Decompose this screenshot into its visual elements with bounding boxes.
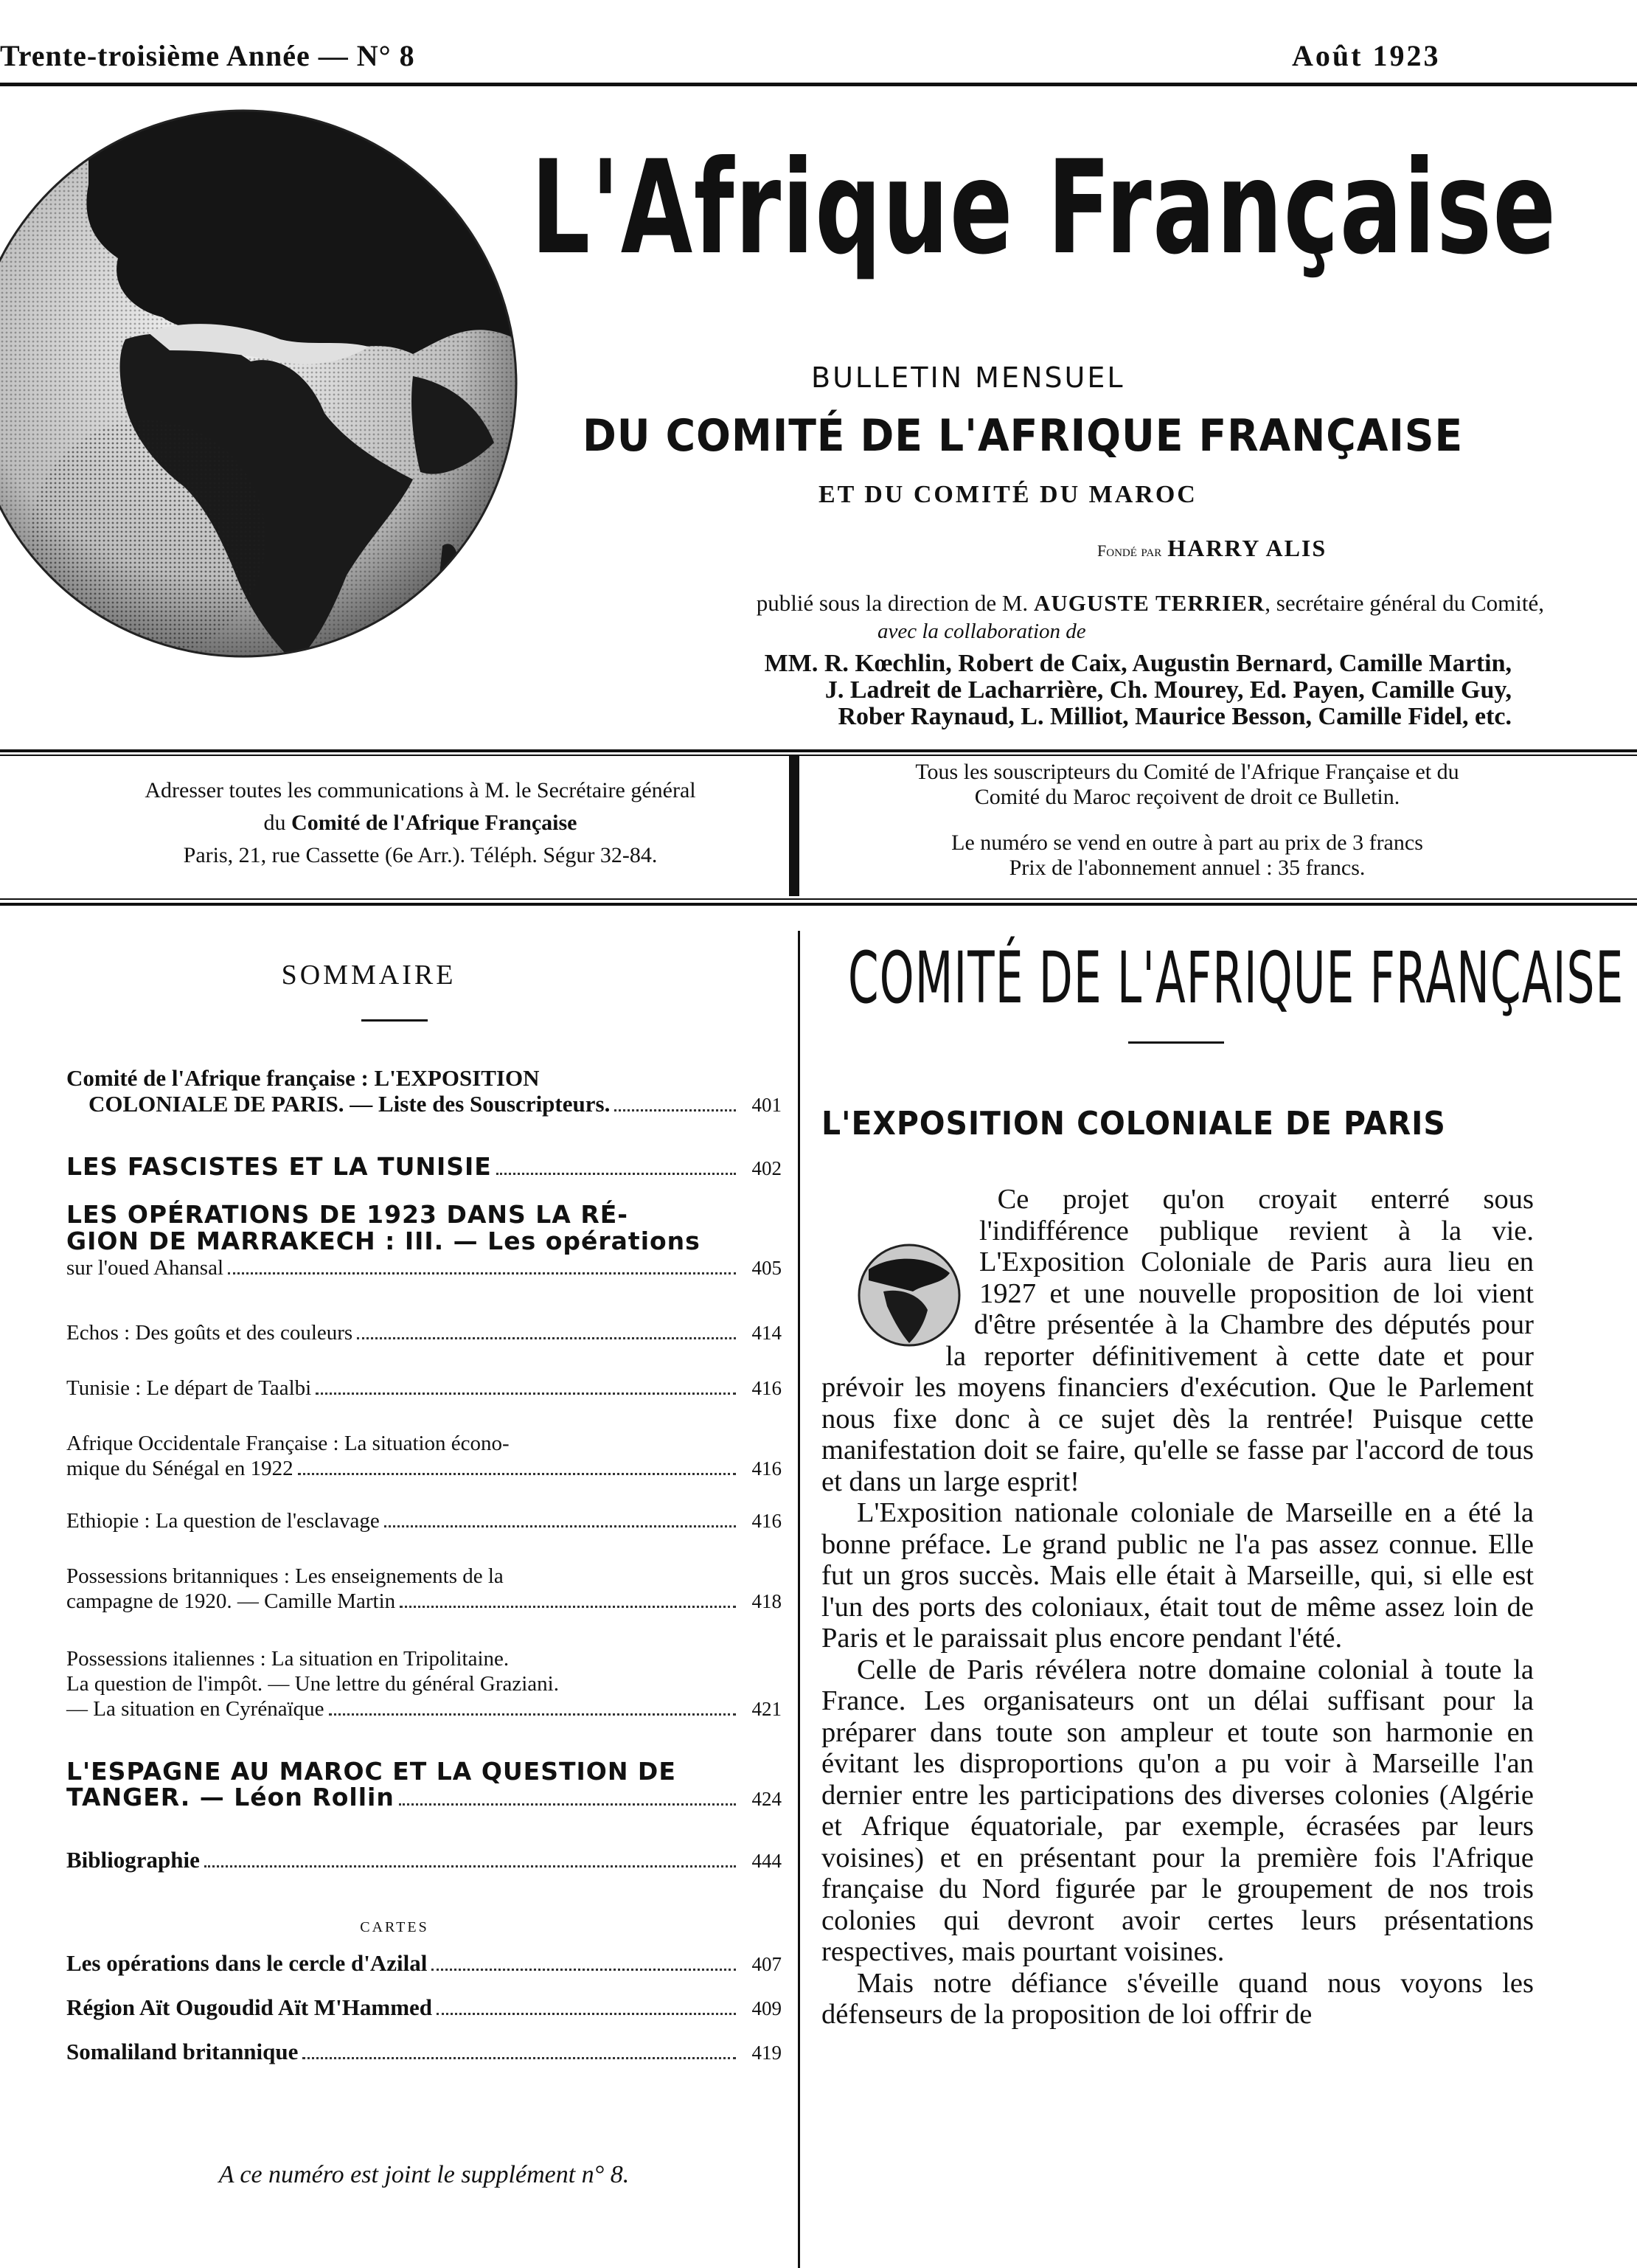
- founded-label: Fondé par: [1097, 541, 1162, 560]
- masthead-subtitle-committee: DU COMITÉ DE L'AFRIQUE FRANÇAISE: [583, 410, 1464, 462]
- toc-line-text: LES FASCISTES ET LA TUNISIE: [66, 1152, 492, 1181]
- toc-line-text: campagne de 1920. — Camille Martin: [66, 1589, 396, 1613]
- toc-line-text: Tunisie : Le départ de Taalbi: [66, 1376, 312, 1400]
- direction-line: [571, 590, 1544, 617]
- toc-line: [66, 2039, 782, 2065]
- toc-line: [66, 1646, 782, 1671]
- cartes-title: CARTES: [360, 1919, 429, 1935]
- toc-page: 419: [751, 2042, 782, 2064]
- article-paragraph: L'Exposition nationale coloniale de Marseille en a été la bonne préface. Le grand public ne l'a pas assez connue. Elle fut un gros succès. Mais elle était à Marseille, qui, si elle est l'un des ports des coloniaux, était tout de même assez loin de Paris et le paraissait plus encore pendant l'été.: [821, 1497, 1534, 1654]
- info-bottom-rule: [0, 903, 1637, 906]
- paragraph-text: Ce projet qu'on croyait enterré sous l'indifférence publique revient à la vie. L'Exposition Coloniale de Paris aura lieu en 1927 et une nouvelle proposition de loi vient d'être présentée à la Chambre des députés pour la reporter définitivement à cette date et pour prévoir les moyens financiers d'exécution. Que le Parlement nous fixe donc à ce sujet dès la rentrée! Puisque cette manifestation doit se faire, qu'elle se fasse par l'accord de tous et dans un large esprit!: [821, 1184, 1534, 1497]
- collaborators-line: Rober Raynaud, L. Milliot, Maurice Besson, Camille Fidel, etc.: [838, 703, 1512, 730]
- contact-committee: Comité de l'Afrique Française: [291, 811, 577, 835]
- masthead-subtitle-maroc: ET DU COMITÉ DU MAROC: [818, 481, 1198, 508]
- committee-heading: COMITÉ DE L'AFRIQUE FRANÇAISE: [848, 937, 1624, 1019]
- toc-line: [66, 1092, 782, 1117]
- toc-line: [66, 1066, 782, 1092]
- volume-number: Trente-troisième Année — N° 8: [0, 39, 415, 72]
- issue-date: Août 1923: [1292, 39, 1441, 72]
- info-bottom-rule-thin: [0, 898, 1637, 900]
- sommaire-underline: [361, 1019, 428, 1022]
- toc-line: [66, 1508, 782, 1533]
- toc-line-text: Afrique Occidentale Française : La situation écono-: [66, 1432, 510, 1455]
- toc-line-text: sur l'oued Ahansal: [66, 1256, 224, 1280]
- masthead-subtitle-monthly: BULLETIN MENSUEL: [811, 361, 1125, 394]
- collaboration-intro: avec la collaboration de: [877, 620, 1086, 643]
- toc-line-text: La question de l'impôt. — Une lettre du général Graziani.: [66, 1672, 559, 1696]
- toc-line-text: Possessions italiennes : La situation en Tripolitaine.: [66, 1647, 510, 1671]
- toc-line-text: LES OPÉRATIONS DE 1923 DANS LA RÉ-: [66, 1200, 628, 1229]
- subscription-info: [826, 760, 1549, 881]
- toc-page: 421: [751, 1698, 782, 1720]
- carte-label: Somaliland britannique: [66, 2039, 299, 2064]
- founder-name: HARRY ALIS: [1167, 535, 1327, 561]
- toc-line-text: COLONIALE DE PARIS. — Liste des Souscripteurs.: [88, 1091, 611, 1117]
- price-line: Le numéro se vend en outre à part au prix de 3 francs: [951, 830, 1423, 855]
- toc-line-text: mique du Sénégal en 1922: [66, 1457, 293, 1480]
- carte-label: Région Aït Ougoudid Aït M'Hammed: [66, 1994, 433, 2020]
- masthead-title: L'Afrique Française: [531, 133, 1557, 283]
- heading-underline: [1128, 1041, 1224, 1044]
- toc-page: 418: [751, 1590, 782, 1612]
- contact-line: Adresser toutes les communications à M. le Secrétaire général: [145, 778, 696, 802]
- carte-entry: [66, 2039, 782, 2065]
- toc-line: [66, 1376, 782, 1401]
- toc-entry: [66, 1320, 782, 1345]
- founded-by: [1097, 535, 1327, 562]
- toc-line-text: Bibliographie: [66, 1847, 200, 1873]
- info-divider: [789, 756, 799, 896]
- contact-info: [81, 774, 760, 872]
- toc-entry: [66, 1508, 782, 1533]
- toc-line: [66, 1589, 782, 1614]
- column-divider: [798, 931, 800, 2268]
- price-line: Prix de l'abonnement annuel : 35 francs.: [1009, 856, 1366, 880]
- toc-line: [66, 1696, 782, 1721]
- director-name: AUGUSTE TERRIER: [1033, 590, 1265, 616]
- article-paragraph: [821, 1184, 1534, 1497]
- article-paragraph: Celle de Paris révélera notre domaine colonial à toute la France. Les organisateurs ont un délai suffisant pour la préparer dans toute son ampleur et toute son harmonie en évitant les disproportions qu'on a pu voir à Marseille l'an dernier entre les participations des diverses colonies (Algérie et Afrique équatoriale, par exemple, écrasées par leurs voisines) et en présentant pour la première fois l'Afrique française du Nord figurée par le groupement de nos trois colonies qui devront avoir certes leurs présentations respectives, mais pourtant voisines.: [821, 1654, 1534, 1967]
- article-title: L'EXPOSITION COLONIALE DE PARIS: [821, 1105, 1446, 1142]
- toc-line-text: Echos : Des goûts et des couleurs: [66, 1321, 353, 1345]
- direction-prefix: publié sous la direction de M.: [756, 590, 1029, 616]
- collaborators-line: MM. R. Kœchlin, Robert de Caix, Augustin Bernard, Camille Martin,: [764, 650, 1512, 677]
- toc-entry: [66, 1848, 782, 1873]
- toc-line-text: TANGER. — Léon Rollin: [66, 1783, 395, 1811]
- small-globe-icon: [854, 1240, 965, 1350]
- toc-line-text: L'ESPAGNE AU MAROC ET LA QUESTION DE: [66, 1757, 676, 1786]
- toc-line-text: Ethiopie : La question de l'esclavage: [66, 1509, 380, 1533]
- contact-address: Paris, 21, rue Cassette (6e Arr.). Téléph. Ségur 32-84.: [183, 843, 658, 867]
- sommaire-title: SOMMAIRE: [281, 960, 456, 991]
- toc-line: [66, 1431, 782, 1456]
- toc-line: [66, 1671, 782, 1696]
- toc-entry: [66, 1066, 782, 1117]
- toc-entry: [66, 1431, 782, 1481]
- info-top-rule-thin: [0, 755, 1637, 756]
- contact-line: [81, 807, 760, 839]
- toc-entry: [66, 1154, 782, 1181]
- article-body: [821, 1184, 1534, 2031]
- contact-prefix: du: [263, 811, 286, 835]
- toc-line: [66, 1255, 782, 1280]
- carte-entry: [66, 1951, 782, 1977]
- toc-page: 444: [751, 1850, 782, 1872]
- toc-line: [66, 1154, 782, 1181]
- toc-entry: [66, 1376, 782, 1401]
- top-rule: [0, 83, 1637, 86]
- collaborators: [479, 651, 1512, 730]
- toc-line: [66, 1995, 782, 2021]
- toc-page: 424: [751, 1788, 782, 1810]
- toc-line: [66, 1951, 782, 1977]
- toc-page: 409: [751, 1997, 782, 2019]
- toc-entry: [66, 1564, 782, 1614]
- toc-page: 414: [751, 1322, 782, 1344]
- toc-page: 402: [751, 1157, 782, 1179]
- toc-page: 407: [751, 1953, 782, 1975]
- toc-line: [66, 1759, 782, 1785]
- article-paragraph: Mais notre défiance s'éveille quand nous voyons les défenseurs de la proposition de loi offrir de: [821, 1967, 1534, 2030]
- toc-line-text: — La situation en Cyrénaïque: [66, 1697, 324, 1721]
- collaborators-line: J. Ladreit de Lacharrière, Ch. Mourey, Ed. Payen, Camille Guy,: [824, 676, 1512, 704]
- toc-line: [66, 1456, 782, 1481]
- carte-entry: [66, 1995, 782, 2021]
- toc-line-text: Comité de l'Afrique française : L'EXPOSITION: [66, 1065, 540, 1091]
- direction-suffix: , secrétaire général du Comité,: [1265, 590, 1544, 616]
- toc-line: [66, 1848, 782, 1873]
- toc-line: [66, 1202, 782, 1229]
- toc-page: 416: [751, 1377, 782, 1399]
- toc-entry: [66, 1646, 782, 1721]
- toc-line: [66, 1564, 782, 1589]
- supplement-note: A ce numéro est joint le supplément n° 8.: [218, 2161, 630, 2188]
- toc-entry: [66, 1759, 782, 1811]
- toc-page: 405: [751, 1257, 782, 1279]
- globe-logo: [0, 96, 531, 671]
- toc-page: 416: [751, 1510, 782, 1532]
- toc-entry: [66, 1202, 782, 1280]
- info-top-rule: [0, 749, 1637, 752]
- toc-line: [66, 1785, 782, 1811]
- toc-line: [66, 1229, 782, 1255]
- carte-label: Les opérations dans le cercle d'Azilal: [66, 1950, 428, 1976]
- toc-page: 401: [751, 1094, 782, 1116]
- toc-line-text: GION DE MARRAKECH : III. — Les opérations: [66, 1227, 701, 1255]
- subscription-line: Tous les souscripteurs du Comité de l'Afrique Française et du: [915, 760, 1459, 784]
- toc-line-text: Possessions britanniques : Les enseignements de la: [66, 1564, 504, 1588]
- subscription-line: Comité du Maroc reçoivent de droit ce Bulletin.: [974, 785, 1400, 809]
- toc-line: [66, 1320, 782, 1345]
- toc-page: 416: [751, 1457, 782, 1480]
